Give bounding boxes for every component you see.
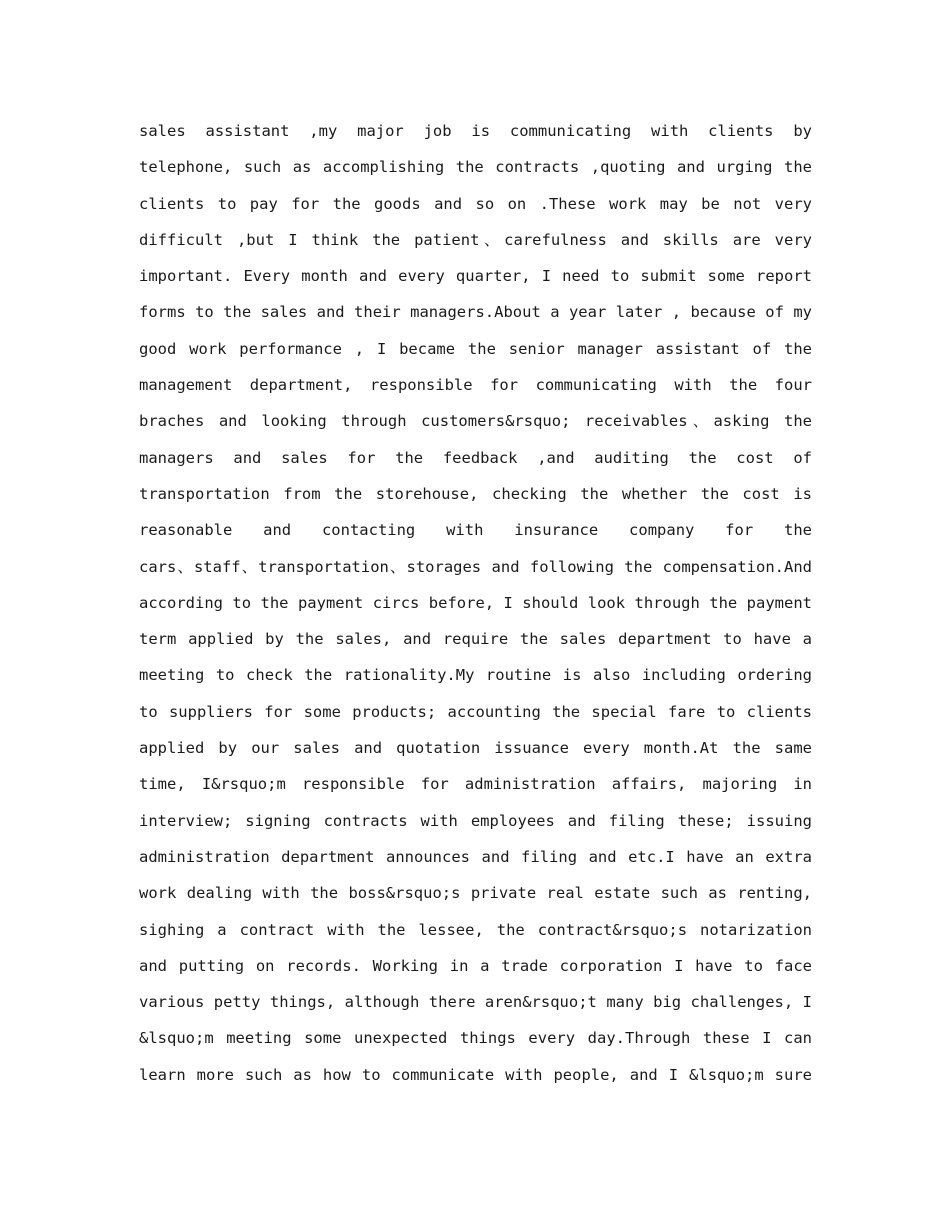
text-line: forms to the sales and their managers.About a year later , because of my xyxy=(139,303,812,322)
text-line: to suppliers for some products; accounting the special fare to clients xyxy=(139,702,812,721)
text-line: good work performance , I became the senior manager assistant of the xyxy=(139,339,812,358)
body-text xyxy=(139,113,812,1093)
text-line: work dealing with the boss&rsquo;s private real estate such as renting, xyxy=(139,884,812,903)
text-line: administration department announces and filing and etc.I have an extra xyxy=(139,847,812,866)
text-line: clients to pay for the goods and so on .These work may be not very xyxy=(139,194,812,213)
text-line: telephone, such as accomplishing the contracts ,quoting and urging the xyxy=(139,158,812,177)
text-line: managers and sales for the feedback ,and auditing the cost of xyxy=(139,448,812,467)
text-line: &lsquo;m meeting some unexpected things every day.Through these I can xyxy=(139,1029,812,1048)
text-line: applied by our sales and quotation issuance every month.At the same xyxy=(139,739,812,758)
text-line: and putting on records. Working in a trade corporation I have to face xyxy=(139,956,812,975)
text-line: sighing a contract with the lessee, the contract&rsquo;s notarization xyxy=(139,920,812,939)
text-line: difficult ,but I think the patient、carefulness and skills are very xyxy=(139,230,812,249)
text-line: term applied by the sales, and require the sales department to have a xyxy=(139,630,812,649)
text-line: important. Every month and every quarter, I need to submit some report xyxy=(139,267,812,286)
text-line: transportation from the storehouse, checking the whether the cost is xyxy=(139,484,812,503)
text-line: cars、staff、transportation、storages and following the compensation.And xyxy=(139,557,812,576)
text-line: meeting to check the rationality.My routine is also including ordering xyxy=(139,666,812,685)
text-line: sales assistant ,my major job is communicating with clients by xyxy=(139,122,812,140)
text-line: reasonable and contacting with insurance company for the xyxy=(139,521,812,540)
text-line: interview; signing contracts with employees and filing these; issuing xyxy=(139,811,812,830)
text-line: various petty things, although there aren&rsquo;t many big challenges, I xyxy=(139,993,812,1012)
text-line: learn more such as how to communicate with people, and I &lsquo;m sure xyxy=(139,1065,812,1084)
text-line: according to the payment circs before, I should look through the payment xyxy=(139,593,812,612)
text-line: time, I&rsquo;m responsible for administration affairs, majoring in xyxy=(139,775,812,794)
text-line: braches and looking through customers&rsquo; receivables、asking the xyxy=(139,412,812,431)
text-line: management department, responsible for communicating with the four xyxy=(139,376,812,395)
